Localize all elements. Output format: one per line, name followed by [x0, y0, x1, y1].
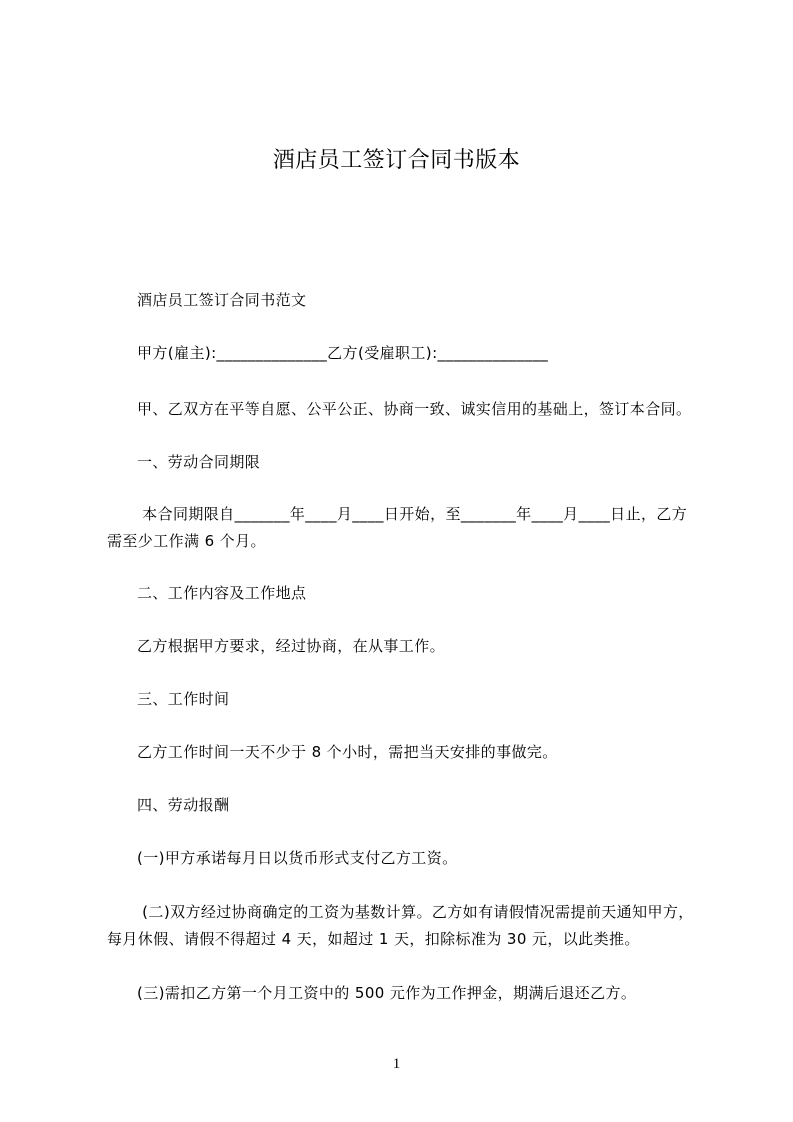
work-content: 乙方根据甲方要求，经过协商，在从事工作。 — [137, 637, 446, 655]
subtitle: 酒店员工签订合同书范文 — [137, 291, 307, 309]
contract-term-line-1: 本合同期限自_______年____月____日开始，至_______年____月____日止，乙方 — [137, 505, 688, 523]
section-heading-2: 二、工作内容及工作地点 — [137, 584, 307, 602]
work-hours: 乙方工作时间一天不少于 8 个小时，需把当天安排的事做完。 — [137, 743, 558, 761]
pay-clause-2-line-2: 每月休假、请假不得超过 4 天，如超过 1 天，扣除标准为 30 元，以此类推。 — [107, 930, 640, 948]
document-title: 酒店员工签订合同书版本 — [272, 148, 521, 173]
contract-term-line-2: 需至少工作满 6 个月。 — [107, 532, 266, 550]
section-heading-1: 一、劳动合同期限 — [137, 453, 261, 471]
pay-clause-3: (三)需扣乙方第一个月工资中的 500 元作为工作押金，期满后退还乙方。 — [137, 984, 637, 1002]
section-heading-4: 四、劳动报酬 — [137, 796, 230, 814]
pay-clause-2-line-1: (二)双方经过协商确定的工资为基数计算。乙方如有请假情况需提前天通知甲方， — [137, 903, 694, 921]
page-number: 1 — [392, 1056, 401, 1072]
section-heading-3: 三、工作时间 — [137, 690, 230, 708]
preamble: 甲、乙双方在平等自愿、公平公正、协商一致、诚实信用的基础上，签订本合同。 — [137, 400, 692, 418]
parties-line: 甲方(雇主):______________乙方(受雇职工):______________ — [137, 344, 549, 362]
pay-clause-1: (一)甲方承诺每月日以货币形式支付乙方工资。 — [137, 849, 458, 867]
